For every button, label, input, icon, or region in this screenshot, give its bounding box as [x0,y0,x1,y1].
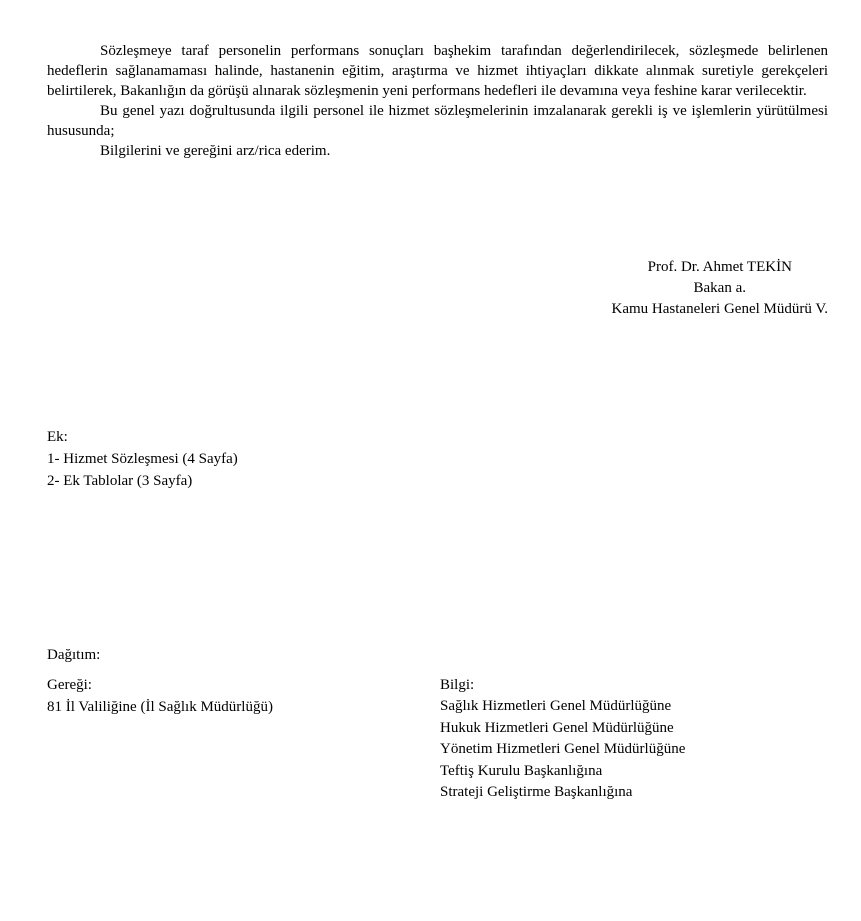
distribution-info-item: Yönetim Hizmetleri Genel Müdürlüğüne [440,741,686,757]
signatory-name: Prof. Dr. Ahmet TEKİN [647,259,792,275]
body-paragraph: Bilgilerini ve gereğini arz/rica ederim. [100,143,331,159]
distribution-info-item: Sağlık Hizmetleri Genel Müdürlüğüne [440,698,672,714]
distribution-label: Dağıtım: [47,647,101,663]
body-paragraph: Bu genel yazı doğrultusunda ilgili personel ile hizmet sözleşmelerinin imzalanarak gerekli iş ve işlemlerin yürütülmesi hususunda; [47,103,828,139]
signatory-title: Kamu Hastaneleri Genel Müdürü V. [611,301,828,317]
body-paragraph: Sözleşmeye taraf personelin performans sonuçları başhekim tarafından değerlendirilecek, sözleşmede belirlenen hedeflerin sağlanamaması halinde, hastanenin eğitim, araştırma ve hizmet ihtiyaçları dikkate alınmak suretiyle gerekçeleri belirtilerek, Bakanlığın da görüşü alınarak sözleşmenin yeni performans hedefleri ile devamına veya feshine karar verilecektir. [47,43,828,99]
attachment-item: 1- Hizmet Sözleşmesi (4 Sayfa) [47,451,238,467]
attachment-item: 2- Ek Tablolar (3 Sayfa) [47,473,193,489]
distribution-info-item: Teftiş Kurulu Başkanlığına [440,762,603,779]
distribution-info-item: Strateji Geliştirme Başkanlığına [440,784,633,800]
signature-block [612,257,828,320]
signatory-on-behalf: Bakan a. [693,280,746,296]
attachments-label: Ek: [47,429,68,445]
distribution-action-label: Gereği: [47,677,92,693]
distribution-info-label: Bilgi: [440,677,475,693]
letter-body [47,41,828,161]
distribution-action-section [47,674,273,718]
distribution-info-section [440,674,685,804]
distribution-action-item: 81 İl Valiliğine (İl Sağlık Müdürlüğü) [47,699,273,715]
attachments-section [47,426,238,492]
distribution-info-item: Hukuk Hizmetleri Genel Müdürlüğüne [440,719,674,736]
